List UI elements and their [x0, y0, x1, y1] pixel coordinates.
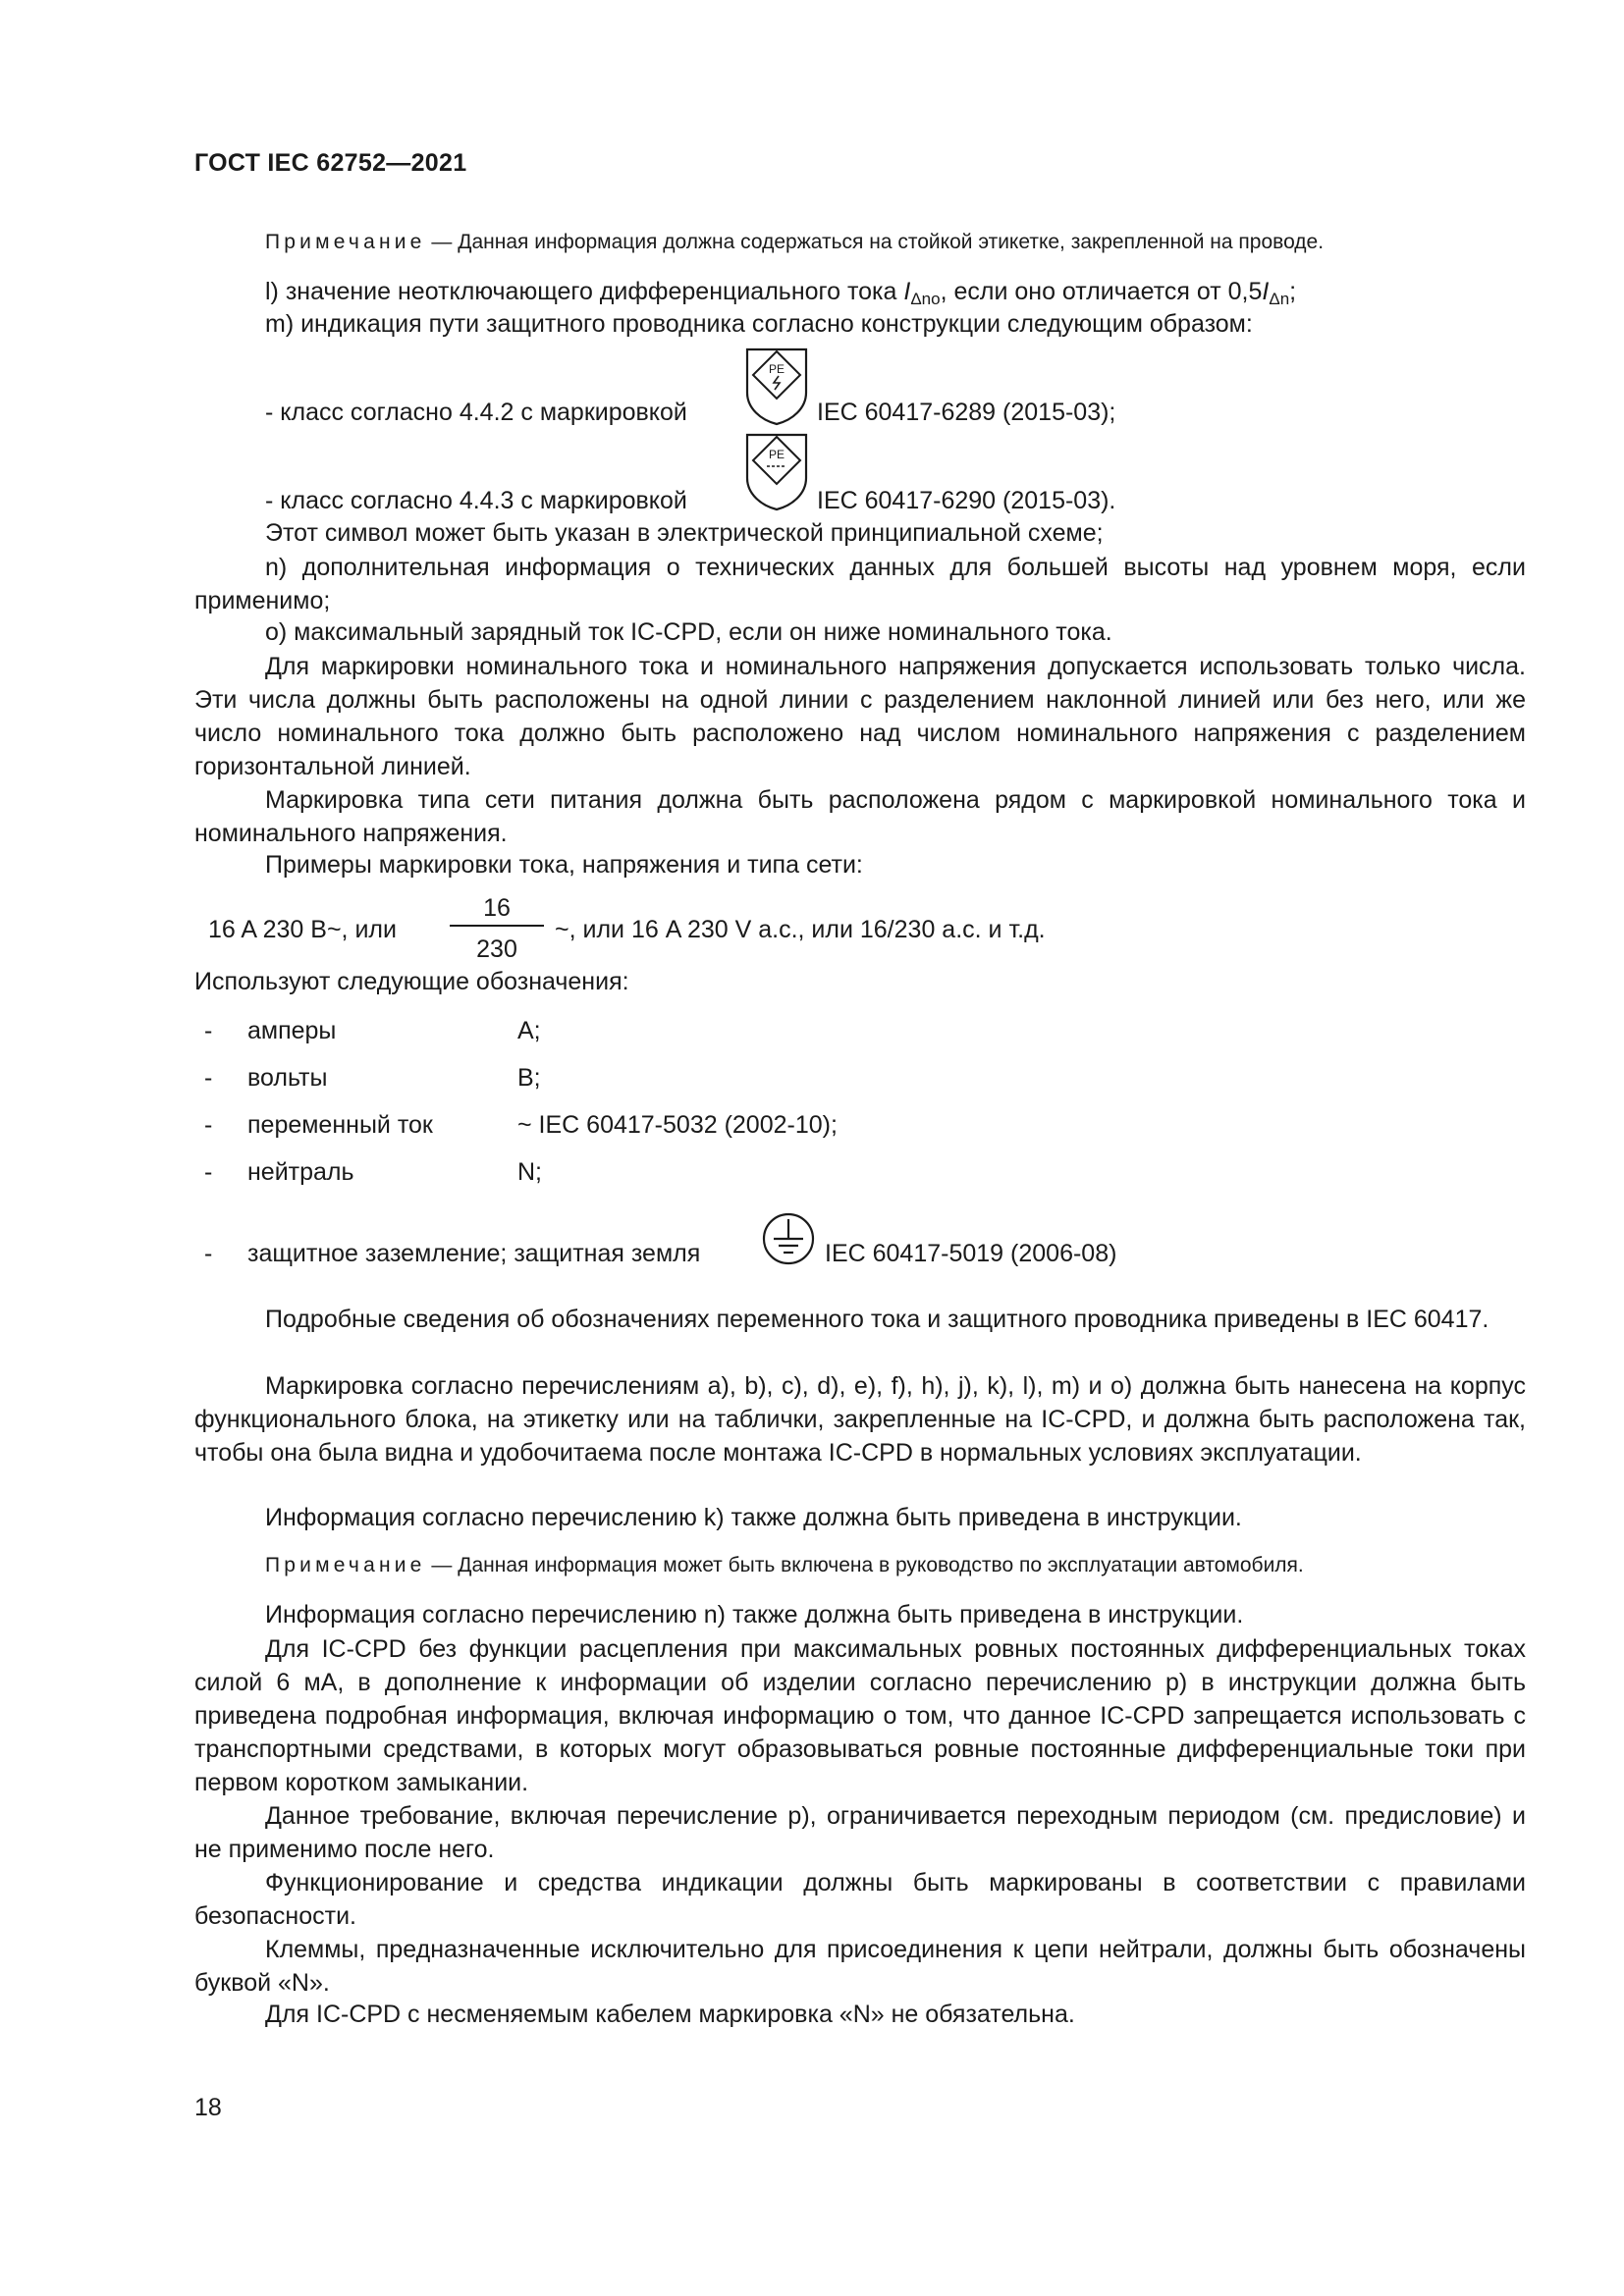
- example-right: ~, или 16 A 230 V a.c., или 16/230 a.c. и т.д.: [555, 916, 1046, 943]
- para-2: Маркировка типа сети питания должна быть расположена рядом с маркировкой номинального тока и номинального напряжения.: [194, 786, 1526, 847]
- para-1: Для маркировки номинального тока и номинального напряжения допускается использовать только числа. Эти числа должны быть расположены на одной линии с разделением наклонной линией или без него, или же число номинального тока должно быть расположено над числом номинального напряжения с разделением горизонтальной линией.: [194, 653, 1526, 780]
- para-11: Клеммы, предназначенные исключительно для присоединения к цепи нейтрали, должны быть обозначены буквой «N».: [194, 1936, 1526, 1997]
- ground-value: IEC 60417-5019 (2006-08): [825, 1240, 1117, 1267]
- item-l-mid: , если оно отличается от 0,5: [940, 278, 1263, 305]
- item-l-post: ;: [1289, 278, 1297, 305]
- item-l-subscript-2: Δn: [1269, 290, 1290, 308]
- list-item-name: амперы: [247, 1017, 337, 1044]
- list-item-value: N;: [517, 1158, 542, 1186]
- class-1-text: - класс согласно 4.4.2 с маркировкой: [265, 399, 687, 426]
- para-4: Подробные сведения об обозначениях переменного тока и защитного проводника приведены в IEC 60417.: [265, 1306, 1489, 1333]
- item-n: n) дополнительная информация о технических данных для большей высоты над уровнем моря, если применимо;: [194, 554, 1526, 614]
- para-3: Примеры маркировки тока, напряжения и типа сети:: [265, 851, 863, 879]
- list-dash: -: [204, 1240, 213, 1267]
- example-left: 16 A 230 B~, или: [208, 916, 397, 943]
- para-7: Информация согласно перечислению n) также должна быть приведена в инструкции.: [265, 1601, 1244, 1629]
- list-dash: -: [204, 1064, 213, 1092]
- class-2-text: - класс согласно 4.4.3 с маркировкой: [265, 487, 687, 514]
- list-item-value: A;: [517, 1017, 541, 1044]
- note-1: [265, 229, 1324, 256]
- symbol-line: Этот символ может быть указан в электрической принципиальной схеме;: [265, 519, 1104, 547]
- item-l-symbol: I: [903, 278, 911, 305]
- para-10: Функционирование и средства индикации должны быть маркированы в соответствии с правилами безопасности.: [194, 1869, 1526, 1930]
- pe-label-2: PE: [768, 448, 785, 461]
- note-text: — Данная информация должна содержаться на стойкой этикетке, закрепленной на проводе.: [431, 231, 1325, 253]
- item-m: m) индикация пути защитного проводника согласно конструкции следующим образом:: [265, 310, 1253, 338]
- fraction-bar: [450, 925, 544, 927]
- item-l-subscript: Δno: [910, 290, 941, 308]
- note-text: — Данная информация может быть включена в руководство по эксплуатации автомобиля.: [431, 1554, 1304, 1576]
- list-dash: -: [204, 1017, 213, 1044]
- class-2-ref: IEC 60417-6290 (2015-03).: [817, 487, 1116, 514]
- earth-ground-icon: [761, 1211, 816, 1266]
- item-o: o) максимальный зарядный ток IC-CPD, если он ниже номинального тока.: [265, 618, 1112, 646]
- para-9: Данное требование, включая перечисление p), ограничивается переходным периодом (см. предисловие) и не применимо после него.: [194, 1802, 1526, 1863]
- list-item-name: вольты: [247, 1064, 328, 1092]
- uses-line: Используют следующие обозначения:: [194, 968, 629, 995]
- note-label: Примечание: [265, 1554, 426, 1576]
- item-l-pre: l) значение неотключающего дифференциального тока: [265, 278, 904, 305]
- list-item-name: переменный ток: [247, 1111, 433, 1139]
- para-12: Для IC-CPD с несменяемым кабелем маркировка «N» не обязательна.: [265, 2001, 1075, 2028]
- class-1-ref: IEC 60417-6289 (2015-03);: [817, 399, 1116, 426]
- ground-name: защитное заземление; защитная земля: [247, 1240, 701, 1267]
- list-item-value: B;: [517, 1064, 541, 1092]
- fraction-numerator: 16: [483, 894, 511, 922]
- page-number: 18: [194, 2094, 222, 2121]
- para-5: Маркировка согласно перечислениям a), b), c), d), e), f), h), j), k), l), m) и о) должна быть нанесена на корпус функционального блока, на этикетку или на таблички, закрепленные на IC-CPD, и должна быть расположена так, чтобы она была видна и удобочитаема после монтажа IC-CPD в нормальных условиях эксплуатации.: [194, 1372, 1526, 1467]
- page-header: ГОСТ IEC 62752—2021: [194, 149, 467, 177]
- note-2: [265, 1552, 1304, 1579]
- item-l-symbol-2: I: [1262, 278, 1270, 305]
- note-label: Примечание: [265, 231, 426, 253]
- list-item-value: ~ IEC 60417-5032 (2002-10);: [517, 1111, 838, 1139]
- pe-class2-icon: [743, 429, 810, 511]
- list-item-name: нейтраль: [247, 1158, 354, 1186]
- para-6: Информация согласно перечислению k) также должна быть приведена в инструкции.: [265, 1504, 1242, 1531]
- para-8: Для IC-CPD без функции расцепления при максимальных ровных постоянных дифференциальных токах силой 6 мА, в дополнение к информации об изделии согласно перечислению p) в инструкции должна быть приведена подробная информация, включая информацию о том, что данное IC-CPD запрещается использовать с транспортными средствами, в которых могут образовываться ровные постоянные дифференциальные токи при первом коротком замыкании.: [194, 1635, 1526, 1796]
- list-dash: -: [204, 1158, 213, 1186]
- list-dash: -: [204, 1111, 213, 1139]
- fraction-denominator: 230: [476, 935, 517, 963]
- pe-class1-icon: [743, 344, 810, 426]
- pe-label-1: PE: [768, 362, 785, 376]
